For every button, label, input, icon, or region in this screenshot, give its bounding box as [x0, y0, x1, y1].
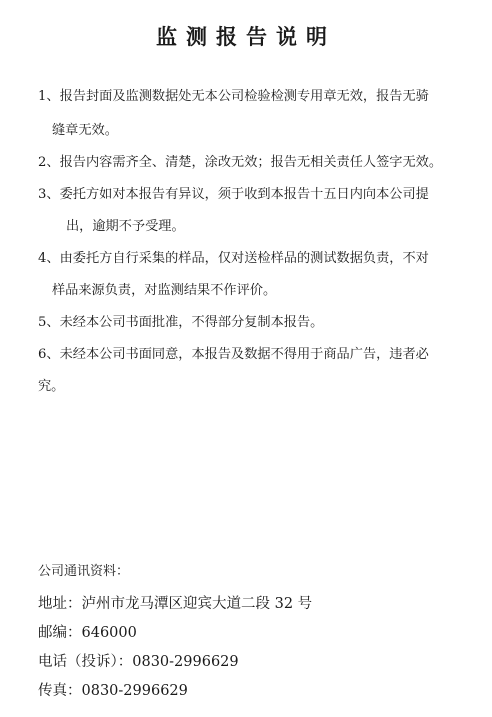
clause-3-line-1: 3、委托方如对本报告有异议，须于收到本报告十五日内向本公司提 [38, 187, 429, 202]
contact-address: 地址：泸州市龙马潭区迎宾大道二段 32 号 [38, 596, 313, 612]
clause-1-line-1: 1、报告封面及监测数据处无本公司检验检测专用章无效，报告无骑 [38, 89, 429, 104]
contact-heading: 公司通讯资料： [38, 564, 130, 579]
page-title: 监测报告说明 [156, 24, 336, 49]
contact-postcode: 邮编：646000 [38, 625, 137, 641]
contact-phone: 电话（投诉）：0830-2996629 [38, 654, 239, 670]
clause-2-line-1: 2、报告内容需齐全、清楚，涂改无效；报告无相关责任人签字无效。 [38, 155, 443, 170]
contact-fax: 传真：0830-2996629 [38, 683, 188, 699]
clause-5-line-1: 5、未经本公司书面批准，不得部分复制本报告。 [38, 315, 324, 330]
clause-4-line-2: 样品来源负责，对监测结果不作评价。 [52, 283, 277, 298]
clause-6-line-2: 究。 [38, 379, 65, 394]
clause-1-line-2: 缝章无效。 [52, 123, 118, 138]
clause-6-line-1: 6、未经本公司书面同意，本报告及数据不得用于商品广告，违者必 [38, 347, 429, 362]
clause-4-line-1: 4、由委托方自行采集的样品，仅对送检样品的测试数据负责，不对 [38, 251, 429, 266]
clause-3-line-2: 出，逾期不予受理。 [66, 219, 185, 234]
